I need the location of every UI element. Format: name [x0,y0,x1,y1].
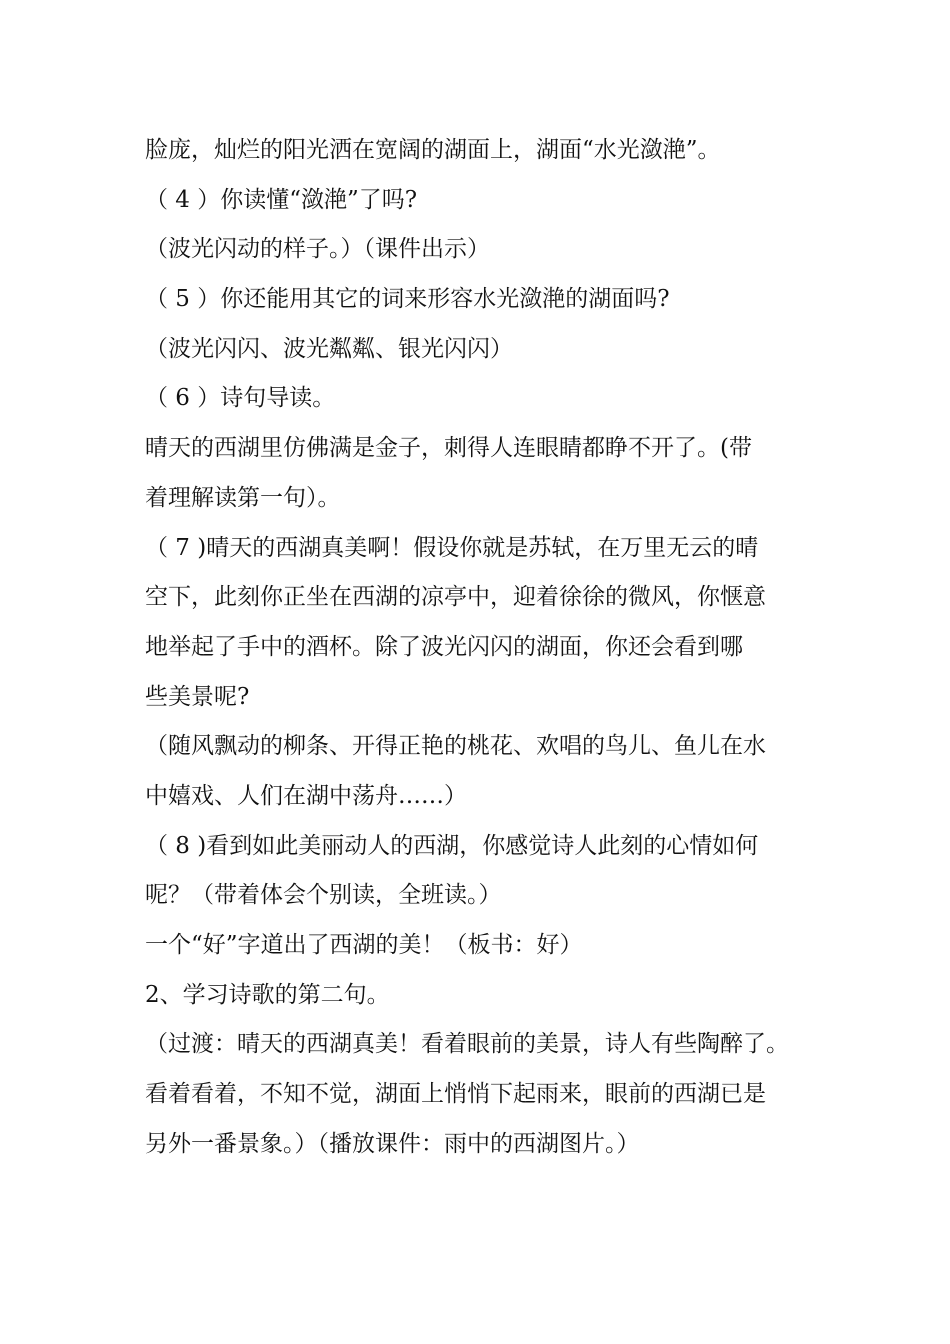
text-line-8: 着理解读第一句）。 [145,484,341,511]
text-line-21: 另外一番景象。）（播放课件：雨中的西湖图片。） [145,1130,640,1157]
document-body [145,126,825,1169]
text-line-17: 一个“好”字道出了西湖的美！（板书：好） [145,932,583,958]
text-line-19: （过渡：晴天的西湖真美！看着眼前的美景，诗人有些陶醉了。 [145,1031,789,1058]
text-line-15: （ 8 )看到如此美丽动人的西湖，你感觉诗人此刻的心情如何 [145,832,759,859]
text-line-4: （ 5 ）你还能用其它的词来形容水光潋滟的湖面吗? [145,286,670,313]
text-line-9: （ 7 )晴天的西湖真美啊！假设你就是苏轼，在万里无云的晴 [145,534,759,561]
text-line-16: 呢？（带着体会个别读，全班读。） [145,882,502,909]
text-line-3: （波光闪动的样子。）（课件出示） [145,236,490,263]
text-line-14: 中嬉戏、人们在湖中荡舟……） [145,782,467,809]
text-line-5: （波光闪闪、波光粼粼、银光闪闪） [145,335,513,362]
text-line-1: 脸庞，灿烂的阳光洒在宽阔的湖面上，湖面“水光潋滟”。 [145,137,721,163]
text-line-2: （ 4 ）你读懂“潋滟”了吗? [145,186,418,213]
text-line-12: 些美景呢? [145,683,250,710]
text-line-20: 看着看着，不知不觉，湖面上悄悄下起雨来，眼前的西湖已是 [145,1081,766,1108]
text-line-18: 2、学习诗歌的第二句。 [145,981,390,1008]
text-line-11: 地举起了手中的酒杯。除了波光闪闪的湖面，你还会看到哪 [145,633,743,660]
text-line-7: 晴天的西湖里仿佛满是金子，刺得人连眼睛都睁不开了。(带 [145,435,752,462]
text-line-10: 空下，此刻你正坐在西湖的凉亭中，迎着徐徐的微风，你惬意 [145,584,766,611]
text-line-13: （随风飘动的柳条、开得正艳的桃花、欢唱的鸟儿、鱼儿在水 [145,733,766,760]
text-line-6: （ 6 ）诗句导读。 [145,385,336,412]
